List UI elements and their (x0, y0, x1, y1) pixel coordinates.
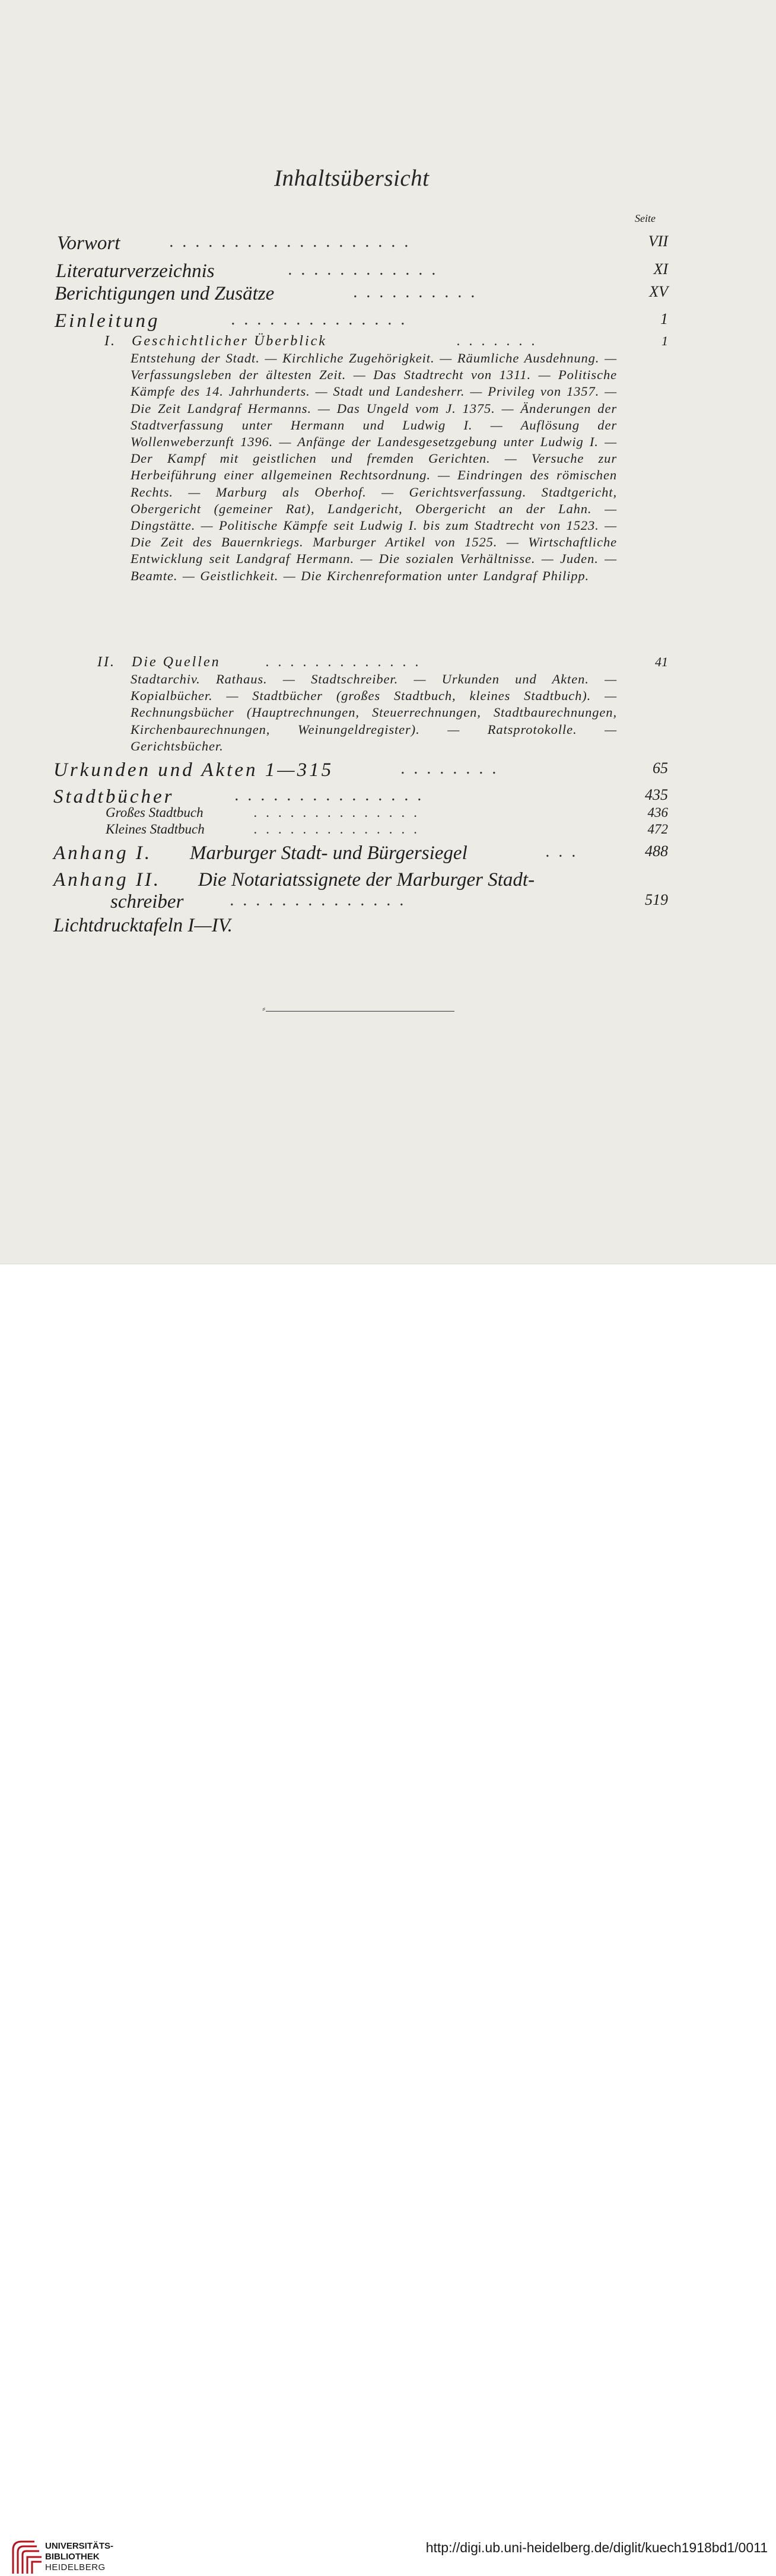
source-url-link[interactable]: http://digi.ub.uni-heidelberg.de/diglit/kuech1918bd1/0011 (425, 2540, 768, 2555)
viewer-footer (0, 1264, 776, 2572)
toc-page-number: XV (649, 283, 668, 300)
library-line-2: BIBLIOTHEK (45, 2552, 100, 2562)
toc-label: Einleitung (55, 310, 160, 332)
toc-section-number: I. (104, 333, 116, 349)
library-name (45, 2541, 113, 2573)
leader-dots: ................... (170, 233, 418, 251)
toc-entry-lichtdrucktafeln (0, 915, 776, 939)
leader-dots: ....... (457, 333, 544, 349)
toc-label-prefix: Anhang II. (53, 869, 161, 891)
toc-label: Lichtdrucktafeln I—IV. (53, 915, 233, 936)
leader-dots: ... (546, 842, 585, 861)
toc-section-number: II. (97, 654, 116, 670)
toc-entry-kleines-stadtbuch (0, 822, 776, 845)
toc-label: Geschichtlicher Überblick (132, 333, 327, 349)
toc-section-summary: Entstehung der Stadt. — Kirchliche Zugehörigkeit. — Räumliche Ausdehnung. — Verfassungsleben der ältesten Zeit. — Das Stadtrecht von 1311. — Politische Kämpfe des 14. Jahrhunderts. — Stadt und Landesherr. — Privileg von 1357. — Die Zeit Landgraf Hermanns. — Das Ungeld vom J. 1375. — Änderungen der Stadtverfassung unter Hermann und Ludwig I. — Auflösung der Wollenweberzunft 1396. — Anfänge der Landesgesetzgebung unter Ludwig I. — Der Kampf mit geistlichen und fremden Gerichten. — Versuche zur Herbeiführung einer allgemeinen Rechtsordnung. — Eindringen des römischen Rechts. — Marburg als Oberhof. — Gerichtsverfassung. Stadtgericht, Obergericht (gemeiner Rat), Landgericht, Obergericht an der Lahn. — Dingstätte. — Politische Kämpfe seit Ludwig I. bis zum Stadtrecht von 1523. — Die Zeit des Bauernkriegs. Marburger Artikel von 1525. — Wirtschaftliche Entwicklung seit Landgraf Hermann. — Die sozialen Verhältnisse. — Juden. — Beamte. — Geistlichkeit. — Die Kirchenreformation unter Landgraf Philipp. (131, 351, 617, 583)
library-line-1: UNIVERSITÄTS- (45, 2541, 114, 2551)
toc-label: Kleines Stadtbuch (106, 822, 205, 837)
closing-rule (266, 1011, 454, 1012)
toc-section-summary: Stadtarchiv. Rathaus. — Stadtschreiber. — Urkunden und Akten. — Kopialbücher. — Stadtbücher (großes Stadtbuch, kleines Stadtbuch). — Rechnungsbücher (Hauptrechnungen, Steuerrechnungen, Stadtbaurechnungen, Kirchenbaurechnungen, Weinungeldregister). — Ratsprotokolle. — Gerichtsbücher. (131, 672, 617, 753)
leader-dots: .......... (354, 283, 484, 301)
toc-page-number: 435 (645, 786, 668, 803)
ornament-mark: ⸗ (262, 1004, 266, 1014)
toc-label: Urkunden und Akten 1—315 (53, 759, 334, 781)
leader-dots: ............ (288, 260, 445, 279)
leader-dots: ............. (266, 654, 428, 670)
toc-page-number: 1 (660, 310, 668, 327)
toc-label: Marburger Stadt- und Bürgersiegel (190, 842, 467, 864)
leader-dots: .............. (230, 891, 413, 909)
toc-entry-einleitung (0, 310, 776, 334)
toc-page-number: 65 (653, 759, 668, 777)
toc-entry-berichtigungen (0, 283, 776, 307)
toc-label: Vorwort (57, 233, 120, 254)
leader-dots: .............. (254, 822, 427, 837)
toc-page-number: 1 (661, 333, 668, 348)
toc-page-number: 472 (647, 822, 668, 837)
toc-label: Großes Stadtbuch (106, 805, 203, 820)
toc-label: Die Quellen (132, 654, 221, 670)
ub-heidelberg-logo-icon[interactable] (8, 2537, 45, 2576)
toc-page-number: 519 (645, 891, 668, 908)
page-title: Inhaltsübersicht (274, 166, 430, 191)
leader-dots: ............... (235, 786, 431, 804)
toc-label: Stadtbücher (53, 786, 174, 807)
toc-page-number: XI (653, 260, 668, 278)
toc-page-number: 41 (655, 654, 668, 669)
toc-entry-anhang-1 (0, 842, 776, 866)
leader-dots: ........ (401, 759, 505, 778)
library-line-3: HEIDELBERG (45, 2562, 106, 2572)
toc-entry-urkunden (0, 759, 776, 783)
toc-entry-vorwort (0, 233, 776, 256)
toc-entry-anhang-2-continued (0, 891, 776, 915)
toc-label: schreiber (110, 891, 184, 912)
toc-label: Die Notariatssignete der Marburger Stadt- (198, 869, 535, 891)
toc-entry-anhang-2 (0, 869, 776, 893)
toc-page-number: 488 (645, 842, 668, 860)
page-column-label: Seite (635, 212, 656, 224)
toc-label: Literaturverzeichnis (56, 260, 215, 282)
toc-label: Berichtigungen und Zusätze (55, 283, 275, 304)
scanned-page (0, 0, 776, 1264)
toc-page-number: 436 (647, 805, 668, 820)
leader-dots: .............. (254, 805, 427, 820)
toc-label-prefix: Anhang I. (53, 842, 152, 864)
toc-entry-literaturverzeichnis (0, 260, 776, 284)
leader-dots: .............. (231, 310, 414, 329)
toc-page-number: VII (648, 233, 668, 250)
